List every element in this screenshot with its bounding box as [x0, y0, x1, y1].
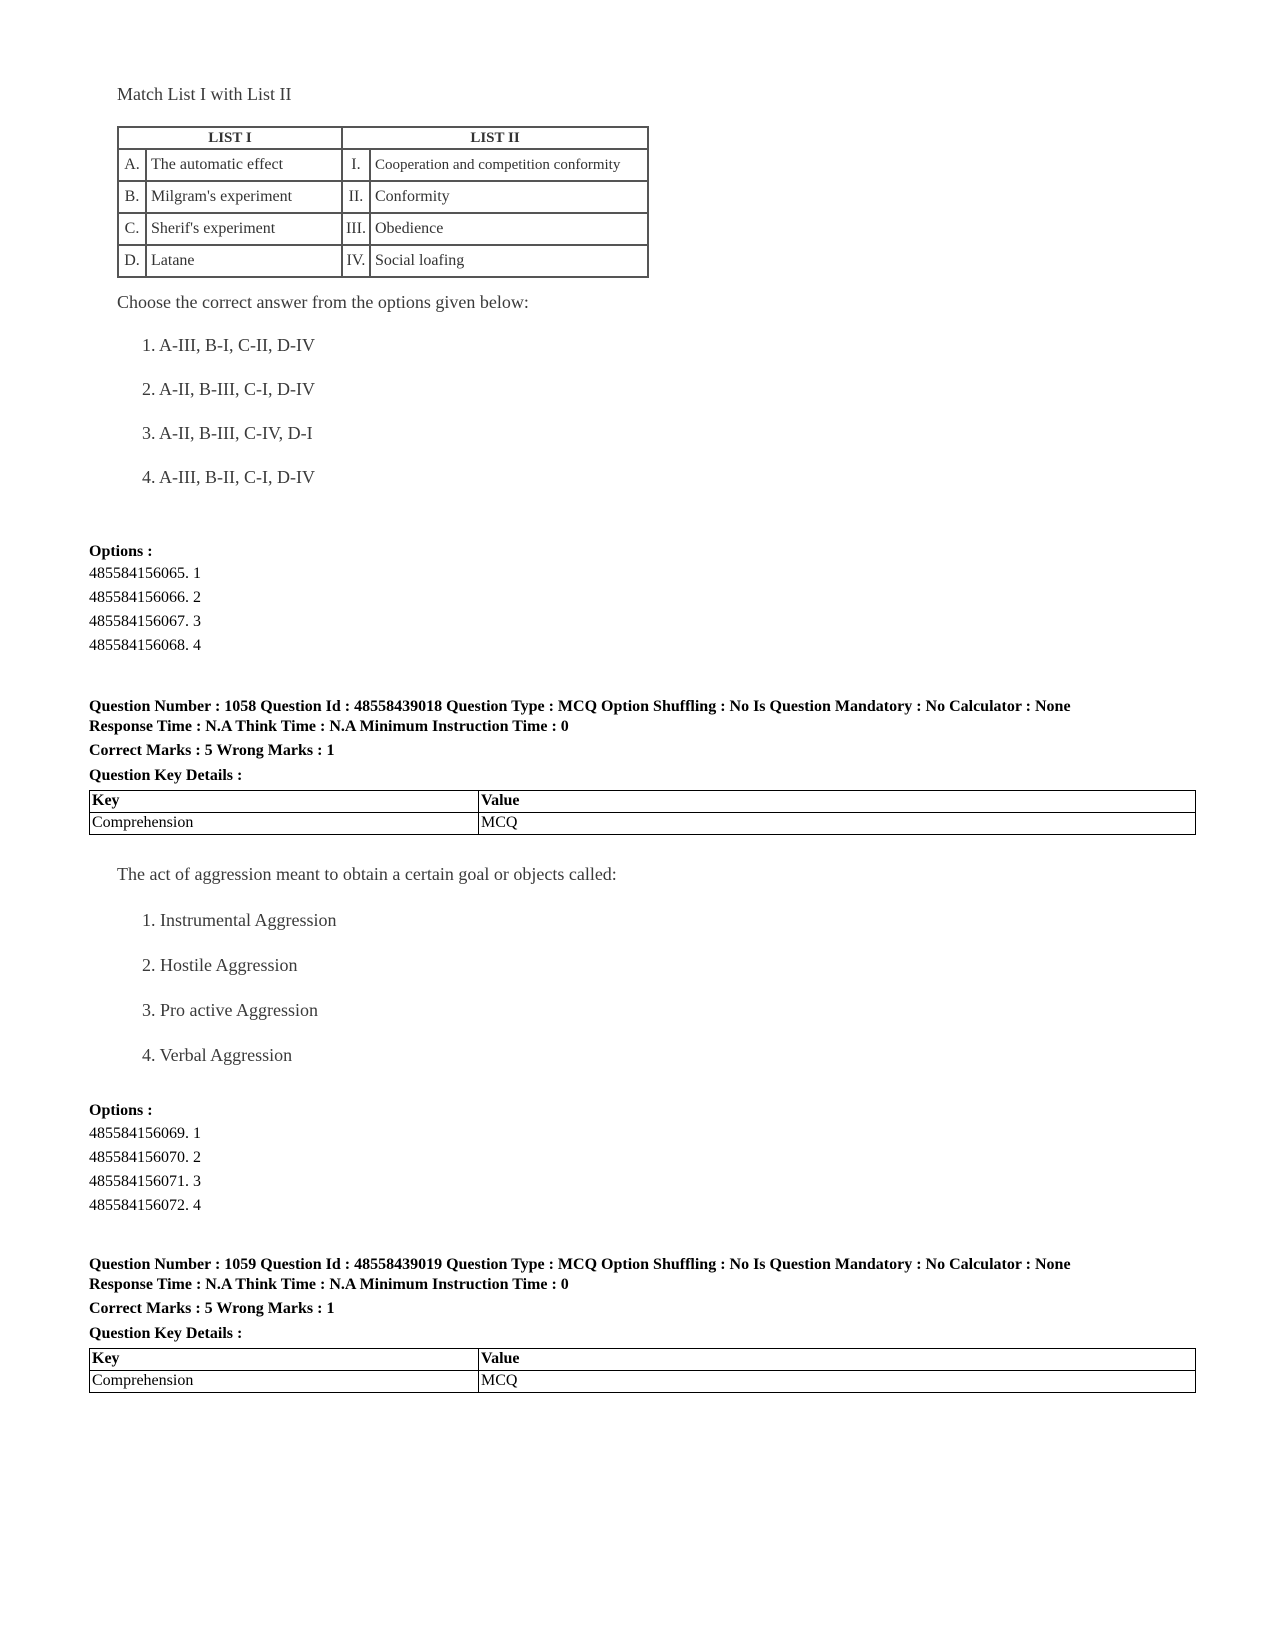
options-list — [89, 562, 201, 658]
question-marks: Correct Marks : 5 Wrong Marks : 1 — [89, 742, 335, 759]
key-details-table — [89, 790, 1196, 835]
list-ii-item: Conformity — [370, 181, 648, 213]
kv-key: Comprehension — [90, 1371, 479, 1393]
key-details-label: Question Key Details : — [89, 1325, 243, 1342]
answer-choice-2: 2. A-II, B-III, C-I, D-IV — [142, 379, 315, 399]
kv-header-value: Value — [479, 791, 1196, 813]
list-ii-header: LIST II — [342, 127, 648, 149]
list-i-header: LIST I — [118, 127, 342, 149]
kv-key: Comprehension — [90, 813, 479, 835]
answer-choice-1: 1. A-III, B-I, C-II, D-IV — [142, 335, 315, 355]
question-header: Question Number : 1059 Question Id : 48558439019 Question Type : MCQ Option Shuffling : No Is Question Mandatory : No Calculator : None — [89, 1256, 1071, 1273]
list-i-item: Milgram's experiment — [146, 181, 342, 213]
question-image-1058 — [117, 860, 697, 1065]
answer-choice-1: 1. Instrumental Aggression — [142, 910, 337, 930]
question-stem: Match List I with List II — [117, 84, 292, 104]
option-item: 485584156071. 3 — [89, 1173, 201, 1190]
row-label: I. — [342, 149, 370, 181]
key-details-label: Question Key Details : — [89, 767, 243, 784]
kv-header-value: Value — [479, 1349, 1196, 1371]
row-label: C. — [118, 213, 146, 245]
kv-value: MCQ — [479, 1371, 1196, 1393]
answer-choice-3: 3. A-II, B-III, C-IV, D-I — [142, 423, 313, 443]
option-item: 485584156069. 1 — [89, 1125, 201, 1142]
list-ii-item: Cooperation and competition conformity — [370, 149, 648, 181]
list-i-item: The automatic effect — [146, 149, 342, 181]
row-label: III. — [342, 213, 370, 245]
answer-choice-2: 2. Hostile Aggression — [142, 955, 298, 975]
row-label: B. — [118, 181, 146, 213]
table-row — [118, 213, 648, 245]
question-stem: The act of aggression meant to obtain a certain goal or objects called: — [117, 864, 617, 884]
list-i-item: Sherif's experiment — [146, 213, 342, 245]
option-item: 485584156072. 4 — [89, 1197, 201, 1214]
question-instruction: Choose the correct answer from the options given below: — [117, 292, 529, 312]
question-header: Question Number : 1058 Question Id : 48558439018 Question Type : MCQ Option Shuffling : No Is Question Mandatory : No Calculator : None — [89, 698, 1071, 715]
list-i-item: Latane — [146, 245, 342, 277]
question-image-1057 — [117, 80, 677, 510]
option-item: 485584156070. 2 — [89, 1149, 201, 1166]
options-label: Options : — [89, 1102, 153, 1119]
table-row — [118, 245, 648, 277]
match-list-table — [117, 126, 649, 278]
list-ii-item: Obedience — [370, 213, 648, 245]
kv-value: MCQ — [479, 813, 1196, 835]
question-timing: Response Time : N.A Think Time : N.A Minimum Instruction Time : 0 — [89, 718, 569, 735]
question-timing: Response Time : N.A Think Time : N.A Minimum Instruction Time : 0 — [89, 1276, 569, 1293]
option-item: 485584156065. 1 — [89, 565, 201, 582]
table-row — [118, 149, 648, 181]
answer-choice-4: 4. A-III, B-II, C-I, D-IV — [142, 467, 315, 487]
row-label: A. — [118, 149, 146, 181]
key-details-table — [89, 1348, 1196, 1393]
options-list — [89, 1122, 201, 1218]
option-item: 485584156068. 4 — [89, 637, 201, 654]
row-label: IV. — [342, 245, 370, 277]
kv-header-key: Key — [90, 1349, 479, 1371]
option-item: 485584156066. 2 — [89, 589, 201, 606]
kv-header-key: Key — [90, 791, 479, 813]
answer-choice-3: 3. Pro active Aggression — [142, 1000, 318, 1020]
list-ii-item: Social loafing — [370, 245, 648, 277]
row-label: II. — [342, 181, 370, 213]
option-item: 485584156067. 3 — [89, 613, 201, 630]
answer-choice-4: 4. Verbal Aggression — [142, 1045, 293, 1065]
row-label: D. — [118, 245, 146, 277]
options-label: Options : — [89, 543, 153, 560]
table-row — [118, 181, 648, 213]
question-marks: Correct Marks : 5 Wrong Marks : 1 — [89, 1300, 335, 1317]
